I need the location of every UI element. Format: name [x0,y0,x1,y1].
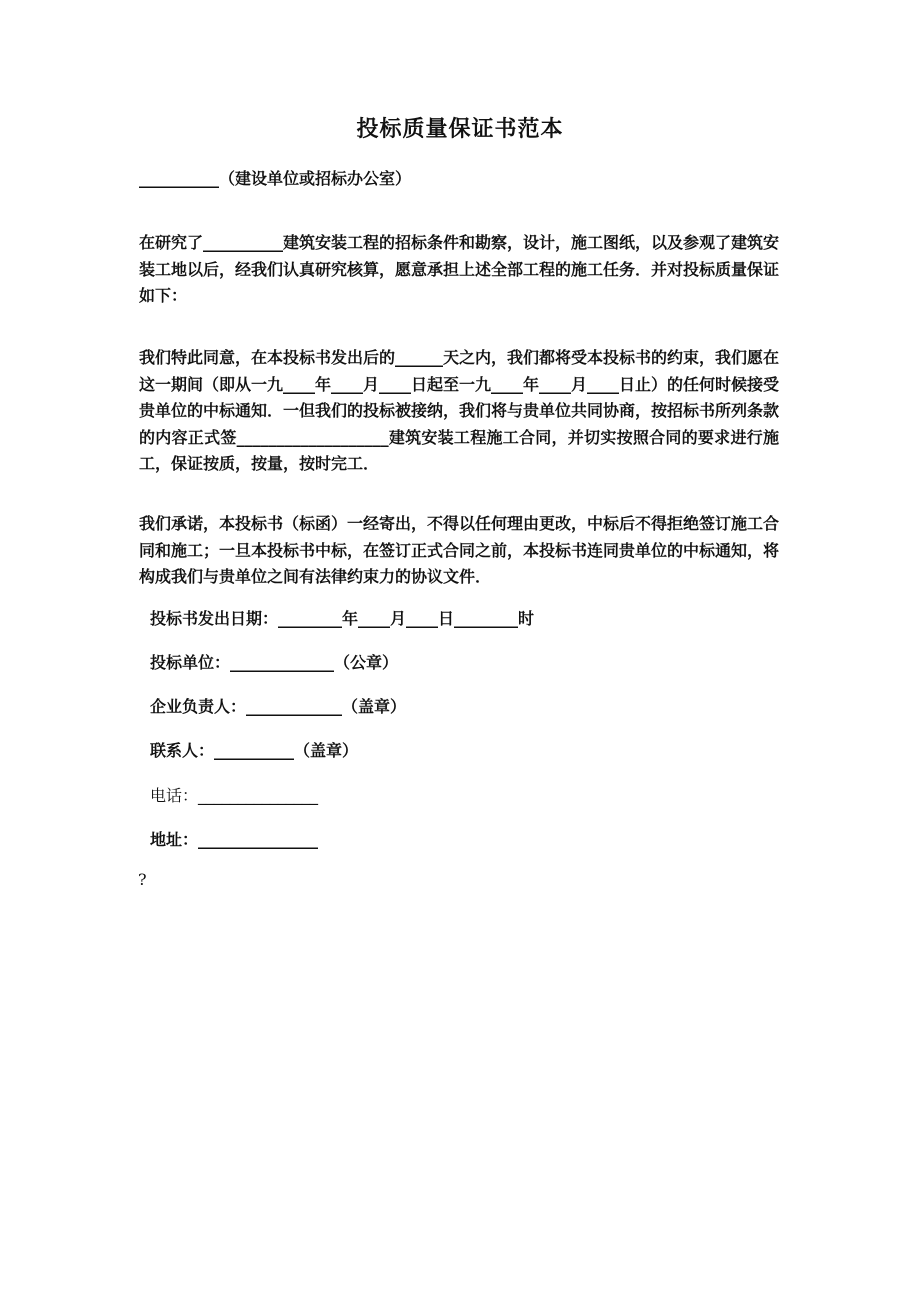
trailing-question-mark: ? [138,870,147,889]
bidder-unit-field: 投标单位：_____________（公章） [150,653,399,672]
addressee-line: __________（建设单位或招标办公室） [139,169,412,188]
address-field: 地址：_______________ [150,830,319,849]
document-title: 投标质量保证书范本 [356,117,564,142]
representative-field: 企业负责人：____________（盖章） [150,697,407,716]
paragraph-commitment: 我们承诺，本投标书（标函）一经寄出，不得以任何理由更改，中标后不得拒绝签订施工合同和施工；一旦本投标书中标，在签订正式合同之前，本投标书连同贵单位的中标通知，将构成我们与贵单位之间有法律约束力的协议文件． [139,514,780,586]
phone-field: 电话：_______________ [150,786,319,805]
paragraph-agreement: 我们特此同意，在本投标书发出后的______天之内，我们都将受本投标书的约束，我们愿在这一期间（即从一九____年____月____日起至一九____年____月____日止）的任何时候接受贵单位的中标通知．一但我们的投标被接纳，我们将与贵单位共同协商，按招标书所列条款的内容正式签___________________建筑安装工程施工合同，并切实按照合同的要求进行施工，保证按质，按量，按时完工． [139,348,780,473]
paragraph-intro: 在研究了__________建筑安装工程的招标条件和勘察，设计，施工图纸，以及参观了建筑安装工地以后，经我们认真研究核算，愿意承担上述全部工程的施工任务．并对投标质量保证如下： [139,233,780,305]
contact-person-field: 联系人：__________（盖章） [150,741,359,760]
issue-date-field: 投标书发出日期：________年____月____日________时 [150,609,535,628]
